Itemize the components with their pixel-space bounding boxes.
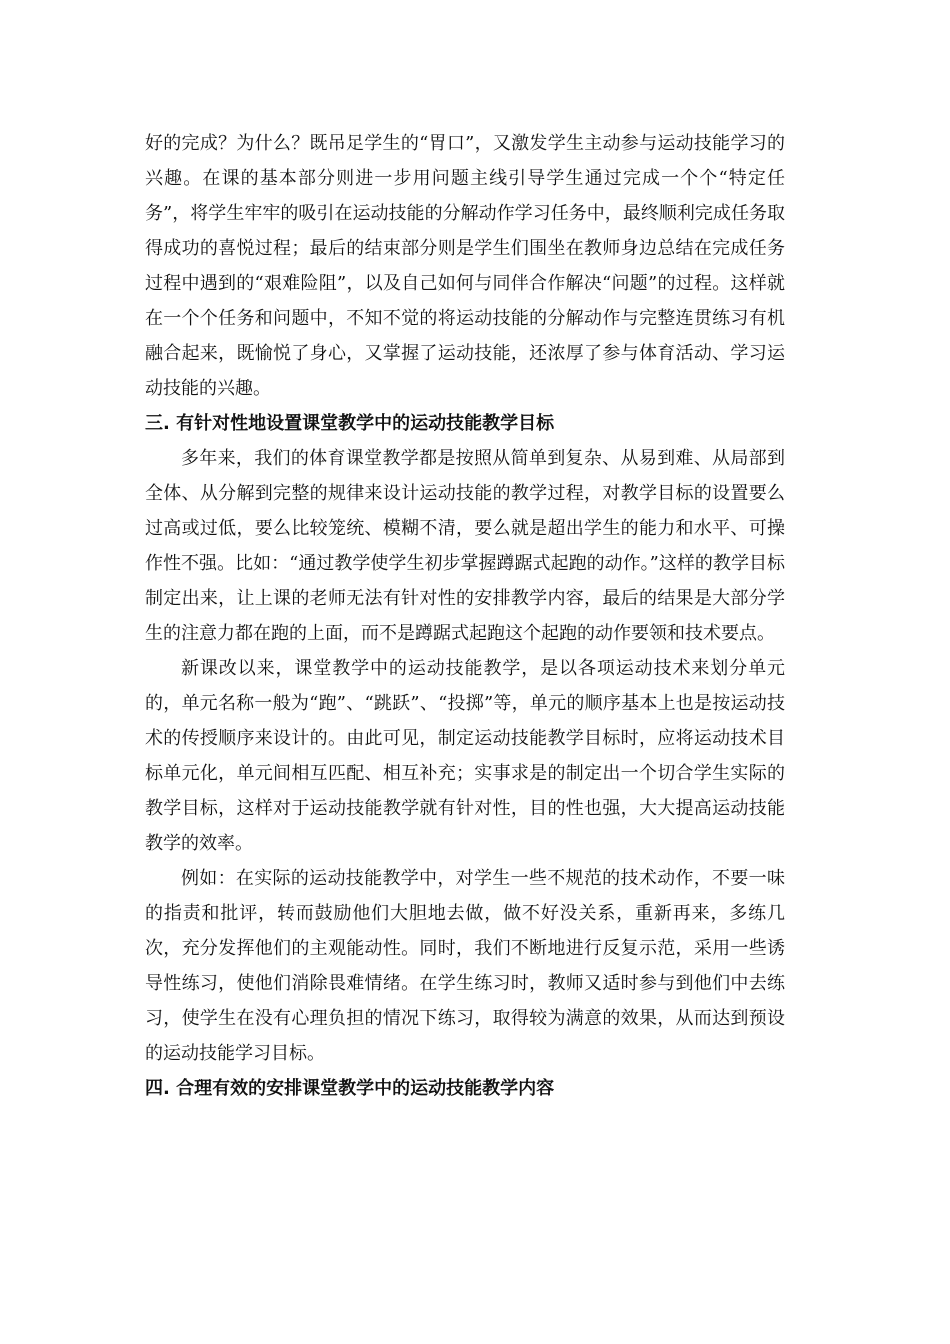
paragraph-continuation: 好的完成？为什么？既吊足学生的“胃口”，又激发学生主动参与运动技能学习的兴趣。在课的基本部分则进一步用问题主线引导学生通过完成一个个“特定任务”，将学生牢牢的吸引在运动技能的分解动作学习任务中，最终顺利完成任务取得成功的喜悦过程；最后的结束部分则是学生们围坐在教师身边总结在完成任务过程中遇到的“艰难险阻”，以及自己如何与同伴合作解决“问题”的过程。这样就在一个个任务和问题中，不知不觉的将运动技能的分解动作与完整连贯练习有机融合起来，既愉悦了身心，又掌握了运动技能，还浓厚了参与体育活动、学习运动技能的兴趣。 [145, 133, 785, 399]
paragraph-example: 例如：在实际的运动技能教学中，对学生一些不规范的技术动作，不要一味的指责和批评，转而鼓励他们大胆地去做，做不好没关系，重新再来，多练几次，充分发挥他们的主观能动性。同时，我们不断地进行反复示范，采用一些诱导性练习，使他们消除畏难情绪。在学生练习时，教师又适时参与到他们中去练习，使学生在没有心理负担的情况下练习，取得较为满意的效果，从而达到预设的运动技能学习目标。 [145, 868, 785, 1064]
section-heading-4: 四. 合理有效的安排课堂教学中的运动技能教学内容 [145, 1078, 555, 1099]
section-heading-3: 三. 有针对性地设置课堂教学中的运动技能教学目标 [145, 413, 555, 434]
paragraph-new-curriculum: 新课改以来，课堂教学中的运动技能教学，是以各项运动技术来划分单元的，单元名称一般为“跑”、“跳跃”、“投掷”等，单元的顺序基本上也是按运动技术的传授顺序来设计的。由此可见，制定运动技能教学目标时，应将运动技术目标单元化，单元间相互匹配、相互补充；实事求是的制定出一个切合学生实际的教学目标，这样对于运动技能教学就有针对性，目的性也强，大大提高运动技能教学的效率。 [145, 658, 785, 854]
paragraph-teaching-goals: 多年来，我们的体育课堂教学都是按照从简单到复杂、从易到难、从局部到全体、从分解到完整的规律来设计运动技能的教学过程，对教学目标的设置要么过高或过低，要么比较笼统、模糊不清，要么就是超出学生的能力和水平、可操作性不强。比如：“通过教学使学生初步掌握蹲踞式起跑的动作。”这样的教学目标制定出来，让上课的老师无法有针对性的安排教学内容，最后的结果是大部分学生的注意力都在跑的上面，而不是蹲踞式起跑这个起跑的动作要领和技术要点。 [145, 448, 785, 644]
document-body [145, 126, 785, 1106]
